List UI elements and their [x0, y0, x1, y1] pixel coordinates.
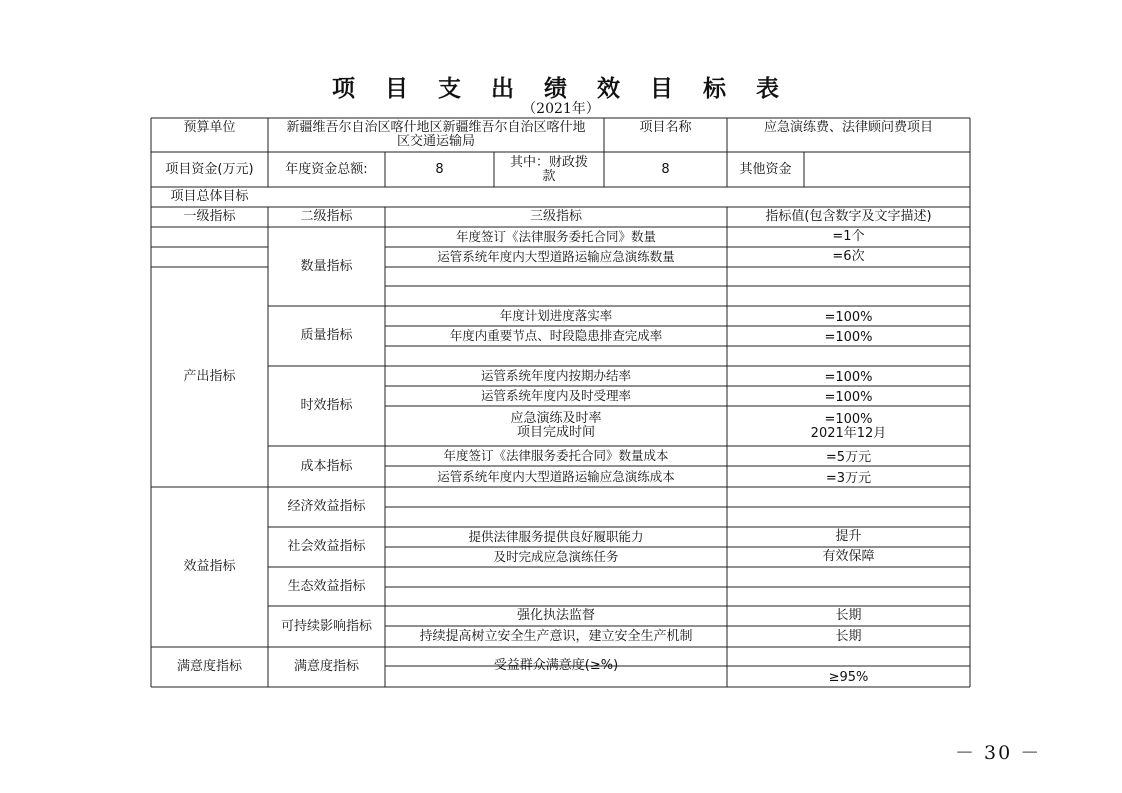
sustainable-value-1: 长期	[835, 608, 862, 623]
cost-value-1: =5万元	[825, 450, 872, 465]
quantity-value-1: =1个	[832, 229, 865, 244]
sustainable-value-2: 长期	[835, 628, 862, 644]
quality-value-1: =100%	[824, 310, 873, 325]
timeliness-value-3	[727, 408, 970, 446]
quantity-indicator-1: 年度签订《法律服务委托合同》数量	[455, 229, 656, 244]
level2-quantity: 数量指标	[300, 258, 353, 274]
page-title: 项 目 支 出 绩 效 目 标 表	[331, 75, 791, 102]
social-value-1: 提升	[835, 529, 862, 544]
level2-social: 社会效益指标	[287, 539, 366, 554]
level2-timeliness: 时效指标	[300, 398, 353, 413]
project-name-value: 应急演练费、法律顾问费项目	[763, 120, 933, 135]
fiscal-label: 其中：财政拨款	[509, 154, 588, 184]
level2-economic: 经济效益指标	[287, 499, 366, 514]
timeliness-indicator-3	[385, 406, 727, 446]
level2-sustainable: 可持续影响指标	[280, 618, 372, 634]
annual-total-label: 年度资金总额:	[285, 161, 368, 177]
quality-indicator-1: 年度计划进度落实率	[499, 308, 613, 323]
budget-unit-label: 预算单位	[183, 120, 236, 135]
quantity-value-2: =6次	[832, 249, 865, 264]
project-completion-time-label: 项目完成时间	[516, 425, 595, 440]
emergency-drill-timeliness-label: 应急演练及时率	[510, 411, 602, 426]
level3-header: 三级指标	[529, 209, 582, 224]
other-funds-value	[804, 152, 970, 187]
level2-header: 二级指标	[300, 209, 353, 224]
quality-indicator-2: 年度内重要节点、时段隐患排查完成率	[449, 328, 663, 343]
value-header: 指标值(包含数字及文字描述)	[765, 209, 932, 224]
emergency-drill-timeliness-value: =100%	[824, 412, 873, 427]
timeliness-value-2: =100%	[824, 390, 873, 405]
cost-indicator-2: 运管系统年度内大型道路运输应急演练成本	[437, 468, 675, 484]
level2-ecological: 生态效益指标	[287, 578, 366, 594]
annual-total-value: 8	[435, 161, 444, 177]
year-subtitle: （2021年）	[522, 101, 600, 117]
level1-output: 产出指标	[183, 369, 236, 384]
other-funds-label: 其他资金	[739, 161, 792, 177]
fiscal-value: 8	[661, 161, 670, 177]
timeliness-value-1: =100%	[824, 370, 873, 385]
cost-indicator-1: 年度签订《法律服务委托合同》数量成本	[443, 448, 669, 463]
satisfaction-indicator: 受益群众满意度(≥%)	[493, 658, 619, 673]
social-indicator-1: 提供法律服务提供良好履职能力	[468, 529, 644, 544]
cost-value-2: =3万元	[825, 470, 872, 486]
project-completion-time-value: 2021年12月	[810, 426, 887, 441]
project-name-label: 项目名称	[639, 120, 692, 135]
level2-satisfaction: 满意度指标	[293, 659, 359, 674]
level1-benefit: 效益指标	[183, 559, 236, 574]
quality-value-2: =100%	[824, 330, 873, 345]
social-value-2: 有效保障	[822, 549, 875, 564]
page-number: － 30 －	[955, 742, 1042, 764]
sustainable-indicator-2: 持续提高树立安全生产意识，建立安全生产机制	[419, 628, 693, 644]
overall-goal-label: 项目总体目标	[170, 189, 249, 204]
level1-satisfaction: 满意度指标	[176, 659, 242, 674]
social-indicator-2: 及时完成应急演练任务	[493, 549, 619, 564]
quantity-indicator-2: 运管系统年度内大型道路运输应急演练数量	[437, 249, 675, 264]
timeliness-indicator-2: 运管系统年度内及时受理率	[480, 388, 631, 403]
level1-header: 一级指标	[183, 209, 236, 224]
satisfaction-value: ≥95%	[828, 670, 869, 685]
level2-cost: 成本指标	[300, 458, 353, 474]
funds-label: 项目资金(万元)	[165, 161, 254, 177]
timeliness-indicator-1: 运管系统年度内按期办结率	[480, 368, 631, 383]
level2-quality: 质量指标	[300, 328, 353, 343]
sustainable-indicator-1: 强化执法监督	[516, 608, 595, 623]
budget-unit-value: 新疆维吾尔自治区喀什地区新疆维吾尔自治区喀什地区交通运输局	[286, 120, 586, 149]
